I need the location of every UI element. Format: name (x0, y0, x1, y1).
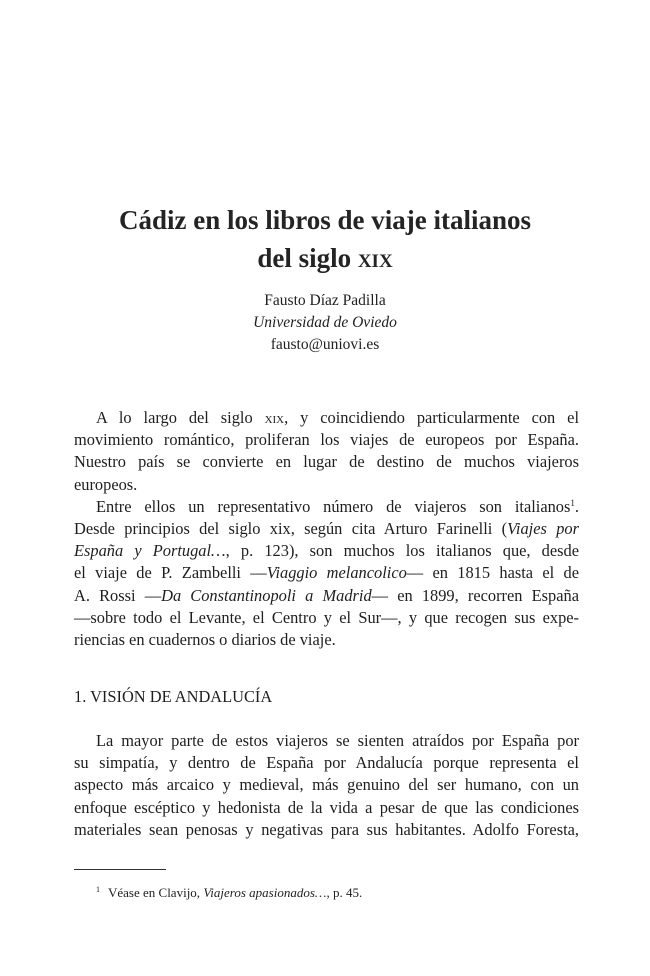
title-century: xix (357, 243, 393, 274)
text-line: materiales sean penosas y negativas para sus habitantes. Adolfo Foresta, (74, 819, 579, 839)
section-heading: 1. VISIÓN DE ANDALUCÍA (74, 687, 273, 706)
text-line: España y Portugal…, p. 123), son muchos los italianos que, desde (74, 541, 579, 561)
text-line: A. Rossi —Da Constantinopoli a Madrid— en 1899, recorren España (74, 585, 579, 605)
paragraph-1 (74, 407, 579, 651)
author-name: Fausto Díaz Padilla (264, 292, 386, 309)
text-line: enfoque escéptico y hedonista de la vida a pesar de que las condiciones (74, 797, 579, 817)
text-line: Nuestro país se convierte en lugar de destino de muchos viajeros (74, 452, 579, 472)
footnote-ref[interactable]: 1 (570, 497, 575, 508)
footnote-number: 1 (96, 885, 100, 894)
title-line-2: del siglo xix (257, 243, 393, 274)
text-line: A lo largo del siglo xix, y coincidiendo particularmente con el (96, 408, 580, 427)
author-email: fausto@uniovi.es (270, 336, 380, 353)
text-line: —sobre todo el Levante, el Centro y el Sur—, y que recogen sus expe- (74, 607, 579, 627)
text-line: europeos. (74, 474, 138, 494)
title-line-1: Cádiz en los libros de viaje italianos (118, 205, 532, 236)
author-affiliation: Universidad de Oviedo (253, 314, 397, 331)
text-line: su simpatía, y dentro de España por Andalucía porque representa el (74, 753, 579, 773)
author-block (0, 290, 650, 356)
text-line: La mayor parte de estos viajeros se sienten atraídos por España por (96, 731, 579, 750)
footnote: $^1$ Véase en Clavijo, Viajeros apasionados…, p. 45. (96, 885, 363, 900)
text-line: riencias en cuadernos o diarios de viaje. (74, 630, 336, 650)
text-line: Desde principios del siglo xix, según cita Arturo Farinelli (Viajes por (74, 519, 579, 539)
paragraph-3 (74, 730, 579, 841)
text-line: movimiento romántico, proliferan los viajes de europeos por España. (74, 430, 579, 450)
text-line: Entre ellos un representativo número de viajeros son italianos$^1$. (96, 496, 579, 516)
footnote-divider (74, 869, 166, 870)
text-line: aspecto más arcaico y medieval, más genuino del ser humano, con un (74, 775, 579, 795)
text-line: el viaje de P. Zambelli —Viaggio melancolico— en 1815 hasta el de (74, 563, 579, 583)
page-title (0, 201, 650, 277)
